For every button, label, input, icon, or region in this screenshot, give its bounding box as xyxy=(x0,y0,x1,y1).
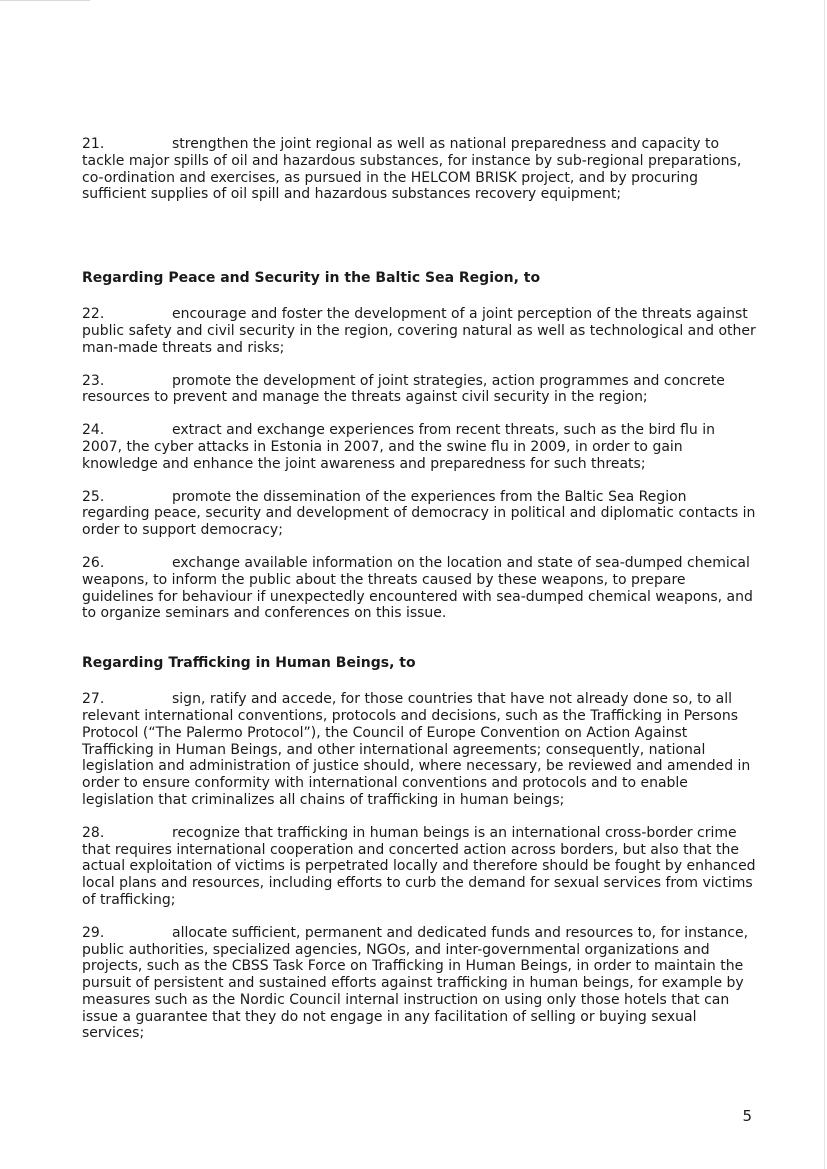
paragraph-text: promote the development of joint strategies, action programmes and concrete resources to prevent and manage the threats against civil security in the region; xyxy=(82,372,725,406)
paragraph-29 xyxy=(82,925,758,1043)
page-number: 5 xyxy=(742,1107,752,1125)
paragraph-text: allocate sufficient, permanent and dedicated funds and resources to, for instance, public authorities, specialized agencies, NGOs, and inter-governmental organizations and projects, such as the CBSS Task Force on Trafficking in Human Beings, in order to maintain the pursuit of persistent and sustained efforts against trafficking in human beings, for example by measures such as the Nordic Council internal instruction on using only those hotels that can issue a guarantee that they do not engage in any facilitation of selling or buying sexual services; xyxy=(82,924,749,1042)
paragraph-number: 25. xyxy=(82,488,105,505)
paragraph-number: 26. xyxy=(82,554,105,571)
paragraph-text: extract and exchange experiences from recent threats, such as the bird flu in 2007, the cyber attacks in Estonia in 2007, and the swine flu in 2009, in order to gain knowledge and enhance the joint awareness and preparedness for such threats; xyxy=(82,422,715,472)
paragraph-text: sign, ratify and accede, for those countries that have not already done so, to all relevant international conventions, protocols and decisions, such as the Trafficking in Persons Protocol (“The Palermo Protocol”), the Council of Europe Convention on Action Against Trafficking in Human Beings, and other international agreements; consequently, national legislation and administration of justice should, where necessary, be reviewed and amended in order to ensure conformity with international conventions and protocols and to enable legislation that criminalizes all chains of trafficking in human beings; xyxy=(82,691,751,808)
paragraph-text: strengthen the joint regional as well as national preparedness and capacity to tackle major spills of oil and hazardous substances, for instance by sub-regional preparations, co-ordination and exercises, as pursued in the HELCOM BRISK project, and by procuring sufficient supplies of oil spill and hazardous substances recovery equipment; xyxy=(82,136,742,203)
paragraph-21 xyxy=(82,136,758,203)
scan-edge-top xyxy=(0,0,90,1)
paragraph-26 xyxy=(82,555,758,622)
document-page xyxy=(82,136,758,1042)
section-heading-peace-security: Regarding Peace and Security in the Baltic Sea Region, to xyxy=(82,270,541,287)
paragraph-number: 27. xyxy=(82,691,105,708)
paragraph-number: 29. xyxy=(82,924,105,941)
paragraph-24 xyxy=(82,422,758,472)
paragraph-text: exchange available information on the location and state of sea-dumped chemical weapons, to inform the public about the threats caused by these weapons, to prepare guidelines for behaviour if unexpectedly encountered with sea-dumped chemical weapons, and to organize seminars and conferences on this issue. xyxy=(82,554,753,622)
paragraph-number: 23. xyxy=(82,372,105,389)
paragraph-text: recognize that trafficking in human beings is an international cross-border crime that requires international cooperation and concerted action across borders, but also that the actual exploitation of victims is perpetrated locally and therefore should be fought by enhanced local plans and resources, including efforts to curb the demand for sexual services from victims of trafficking; xyxy=(82,824,756,908)
section-heading-trafficking: Regarding Trafficking in Human Beings, to xyxy=(82,655,416,672)
paragraph-23 xyxy=(82,373,758,407)
paragraph-number: 24. xyxy=(82,422,105,439)
paragraph-27 xyxy=(82,691,758,809)
paragraph-28 xyxy=(82,825,758,909)
paragraph-number: 21. xyxy=(82,136,105,152)
paragraph-number: 28. xyxy=(82,824,105,841)
paragraph-25 xyxy=(82,489,758,539)
scan-edge-right xyxy=(824,0,825,1169)
paragraph-number: 22. xyxy=(82,306,105,323)
paragraph-text: promote the dissemination of the experiences from the Baltic Sea Region regarding peace, security and development of democracy in political and diplomatic contacts in order to support democracy; xyxy=(82,488,756,539)
paragraph-22 xyxy=(82,306,758,356)
paragraph-text: encourage and foster the development of a joint perception of the threats against public safety and civil security in the region, covering natural as well as technological and other man-made threats and risks; xyxy=(82,306,756,356)
